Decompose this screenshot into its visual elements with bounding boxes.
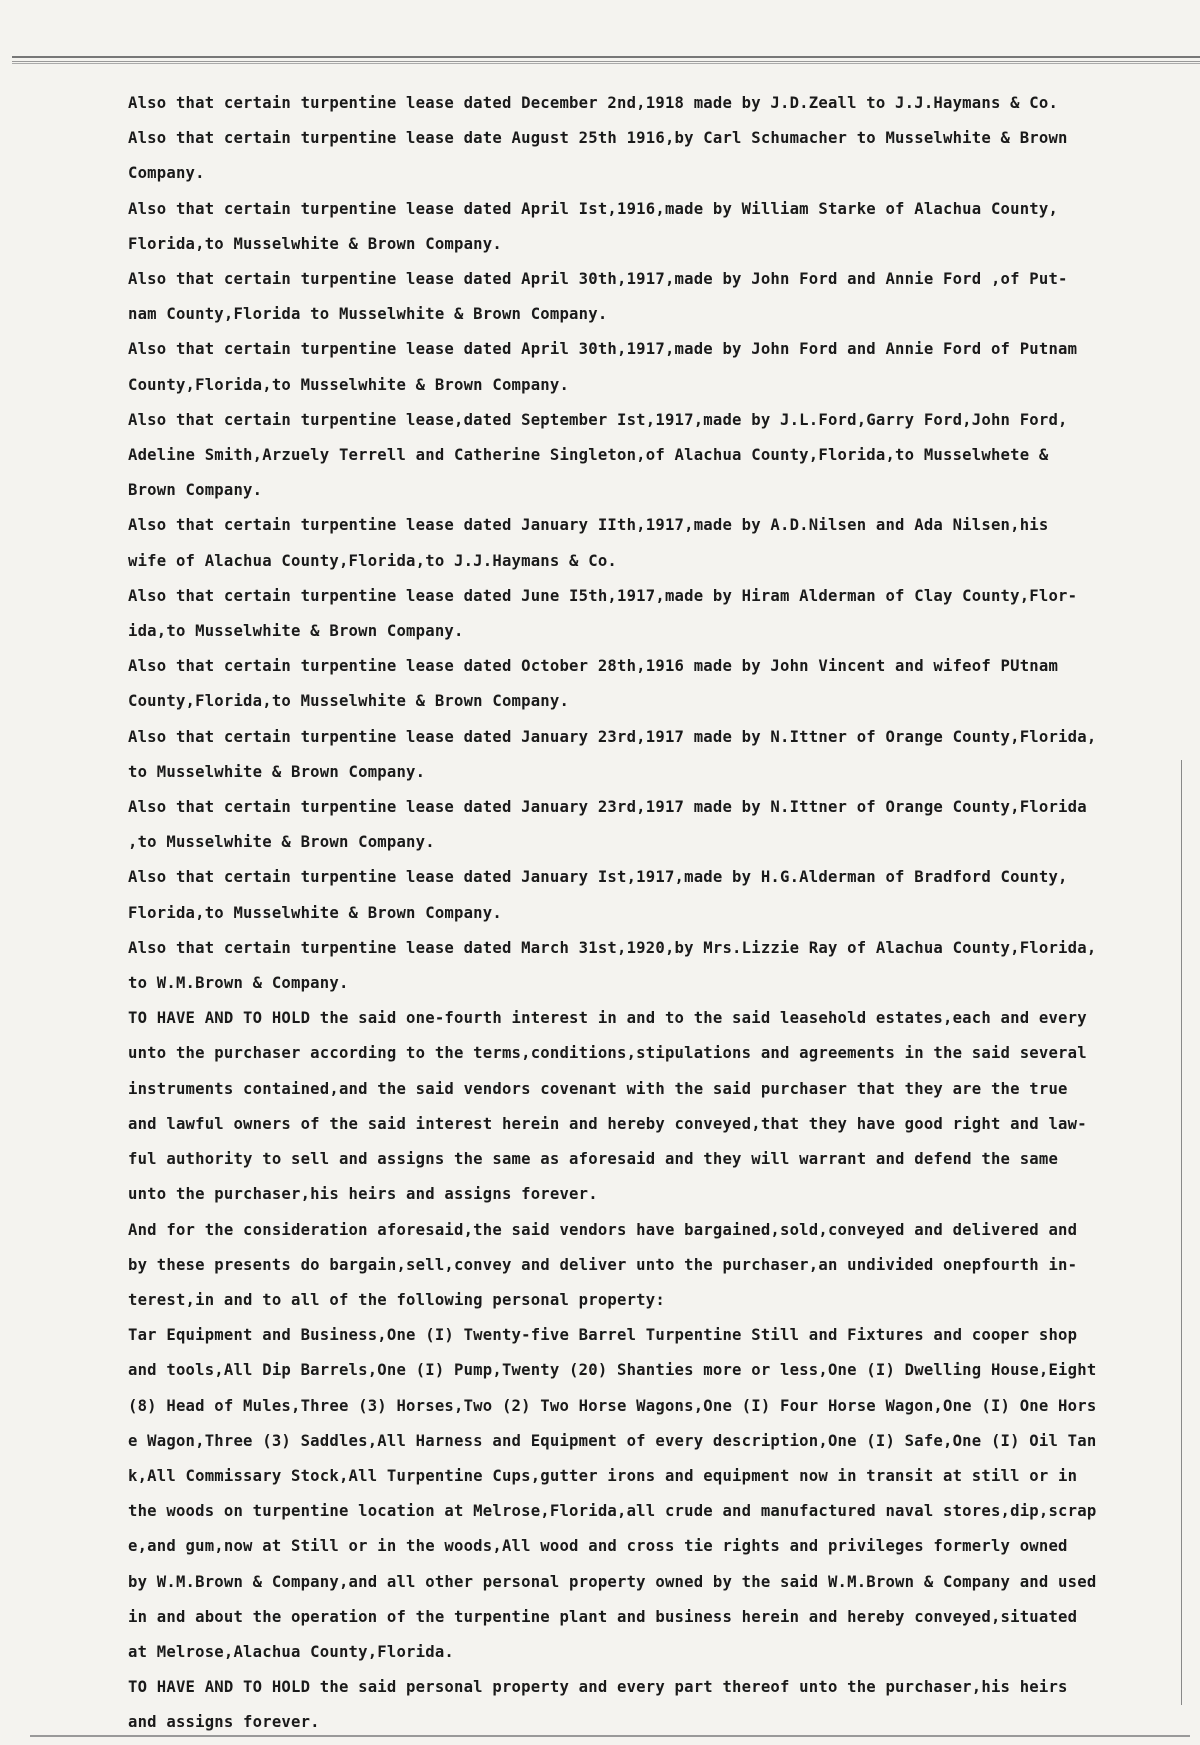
lease-paragraph-schumacher: Also that certain turpentine lease date August 25th 1916,by Carl Schumacher to Musselwhite & Brown Company. — [128, 129, 1068, 183]
top-rule-secondary — [12, 63, 1200, 64]
lease-paragraph-ittner-2: Also that certain turpentine lease dated January 23rd,1917 made by N.Ittner of Orange County,Florida ,to Musselwhite & Brown Company. — [128, 798, 1087, 852]
lease-paragraph-alderman-hg: Also that certain turpentine lease dated January Ist,1917,made by H.G.Alderman of Bradford County, Florida,to Musselwhite & Brown Company. — [128, 868, 1068, 922]
lease-paragraph-ford-1: Also that certain turpentine lease dated April 30th,1917,made by John Ford and Annie Ford ,of Put- nam County,Florida to Musselwhite & Brown Company. — [128, 270, 1068, 324]
personal-property-list-paragraph: Tar Equipment and Business,One (I) Twenty-five Barrel Turpentine Still and Fixtures and cooper shop and tools,All Dip Barrels,One (I) Pump,Twenty (20) Shanties more or less,One (I) Dwelling House,Eight (8) Head of Mules,Three (3) Horses,Two (2) Two Horse Wagons,One (I) Four Horse Wagon,One (I) One Hors e Wagon,Three (3) Saddles,All Harness and Equipment of every description,One (I) Safe,One (I) Oil Tan k,All Commissary Stock,All Turpentine Cups,gutter irons and equipment now in transit at still or in the woods on turpentine location at Melrose,Florida,all crude and manufactured naval stores,dip,scrap e,and gum,now at Still or in the woods,All wood and cross tie rights and privileges formerly owned by W.M.Brown & Company,and all other personal property owned by the said W.M.Brown & Company and used in and about the operation of the turpentine plant and business herein and hereby conveyed,situated at Melrose,Alachua County,Florida. — [128, 1326, 1097, 1661]
lease-paragraph-zeall: Also that certain turpentine lease dated December 2nd,1918 made by J.D.Zeall to J.J.Haymans & Co. — [128, 94, 1059, 112]
lease-paragraph-vincent: Also that certain turpentine lease dated October 28th,1916 made by John Vincent and wifeof PUtnam County,Florida,to Musselwhite & Brown Company. — [128, 657, 1059, 711]
document-body — [128, 86, 1178, 1741]
lease-paragraph-ittner-1: Also that certain turpentine lease dated January 23rd,1917 made by N.Ittner of Orange County,Florida, to Musselwhite & Brown Company. — [128, 727, 1097, 781]
habendum-leasehold-paragraph: TO HAVE AND TO HOLD the said one-fourth interest in and to the said leasehold estates,each and every unto the purchaser according to the terms,conditions,stipulations and agreements in the said several instruments contained,and the said vendors covenant with the said purchaser that they are the true and lawful owners of the said interest herein and hereby conveyed,that they have good right and law- ful authority to sell and assigns the same as aforesaid and they will warrant and defend the same unto the purchaser,his heirs and assigns forever. — [128, 1009, 1087, 1204]
page-edge-line — [1181, 760, 1182, 1705]
lease-paragraph-alderman-hiram: Also that certain turpentine lease dated June I5th,1917,made by Hiram Alderman of Clay County,Flor- ida,to Musselwhite & Brown Company. — [128, 586, 1078, 641]
top-rule — [12, 56, 1200, 62]
consideration-paragraph: And for the consideration aforesaid,the said vendors have bargained,sold,conveyed and delivered and by these presents do bargain,sell,convey and deliver unto the purchaser,an undivided onepfourth in- terest,in and to all of the following personal property: — [128, 1220, 1078, 1309]
lease-paragraph-starke: Also that certain turpentine lease dated April Ist,1916,made by William Starke of Alachua County, Florida,to Musselwhite & Brown Company. — [128, 199, 1059, 253]
lease-paragraph-nilsen: Also that certain turpentine lease dated January IIth,1917,made by A.D.Nilsen and Ada Nilsen,his wife of Alachua County,Florida,to J.J.Haymans & Co. — [128, 516, 1049, 570]
lease-paragraph-ford-2: Also that certain turpentine lease dated April 30th,1917,made by John Ford and Annie Ford of Putnam County,Florida,to Musselwhite & Brown Company. — [128, 340, 1078, 394]
habendum-personal-property-paragraph: TO HAVE AND TO HOLD the said personal property and every part thereof unto the purchaser,his heirs and assigns forever. — [128, 1678, 1068, 1732]
lease-paragraph-ray: Also that certain turpentine lease dated March 31st,1920,by Mrs.Lizzie Ray of Alachua County,Florida, to W.M.Brown & Company. — [128, 938, 1097, 993]
lease-paragraph-ford-family: Also that certain turpentine lease,dated September Ist,1917,made by J.L.Ford,Garry Ford,John Ford, Adeline Smith,Arzuely Terrell and Catherine Singleton,of Alachua County,Florida,to Musselwhete & Brown Company. — [128, 410, 1068, 500]
